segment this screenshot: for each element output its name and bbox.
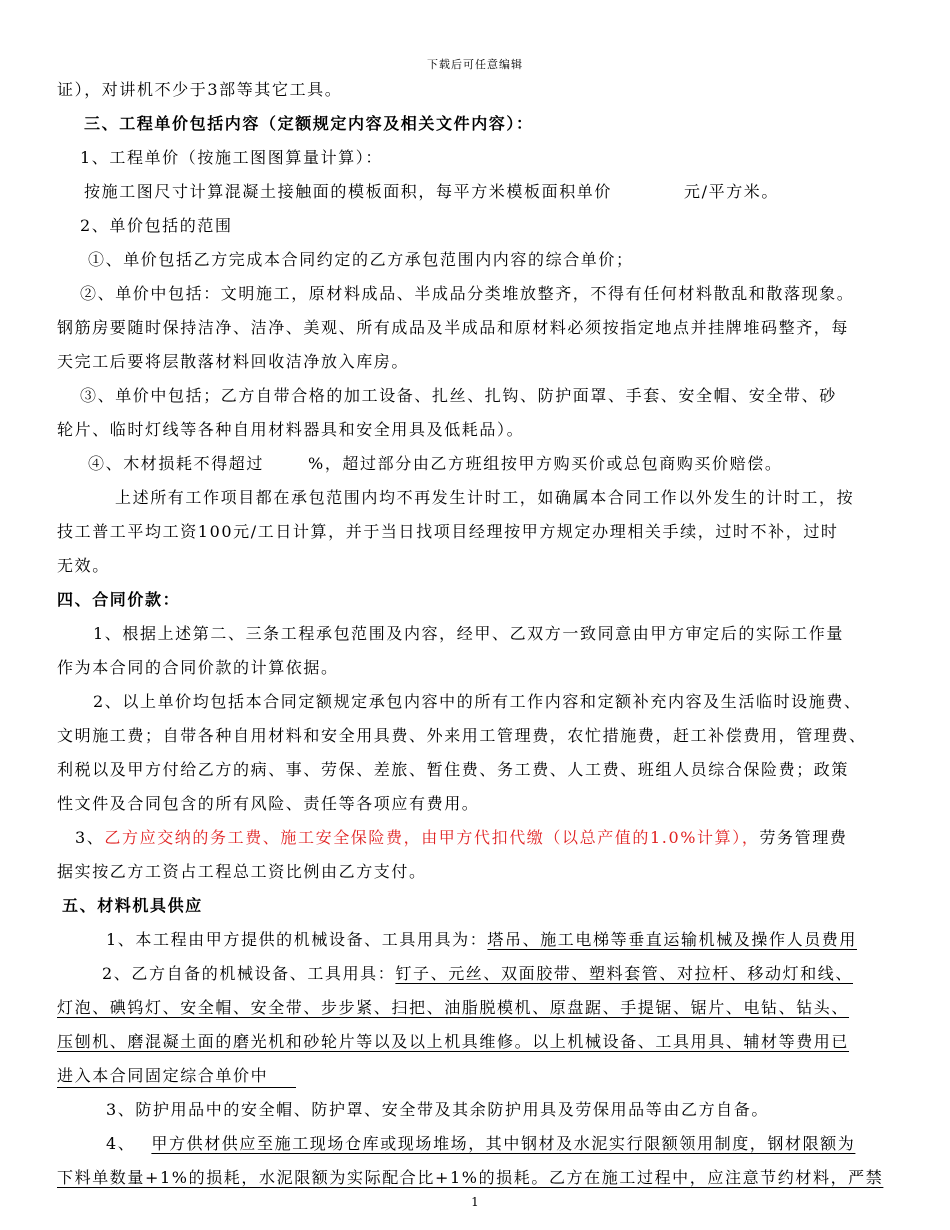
text-line: 1、根据上述第二、三条工程承包范围及内容，经甲、乙双方一致同意由甲方审定后的实际工作量 xyxy=(93,624,844,643)
text-line: 性文件及合同包含的所有风险、责任等各项应有费用。 xyxy=(57,794,480,813)
text-span: 1、本工程由甲方提供的机械设备、工具用具为： xyxy=(106,930,488,949)
underlined-text: 钉子、元丝、双面胶带、塑料套管、对拉杆、移动灯和线、 xyxy=(395,964,853,983)
text-line: 钢筋房要随时保持洁净、洁净、美观、所有成品及半成品和原材料必须按指定地点并挂牌堆码整齐，每 xyxy=(57,318,850,337)
underlined-text: 塔吊、施工电梯等垂直运输机械及操作人员费用 xyxy=(487,930,857,949)
text-span: %，超过部分由乙方班组按甲方购买价或总包商购买价赔偿。 xyxy=(308,454,783,473)
text-line: 2、以上单价均包括本合同定额规定承包内容中的所有工作内容和定额补充内容及生活临时设施费、 xyxy=(93,692,862,711)
text-span: 元/平方米。 xyxy=(684,182,780,201)
text-line: ①、单价包括乙方完成本合同约定的乙方承包范围内内容的综合单价； xyxy=(88,250,634,269)
text-line: 证），对讲机不少于3部等其它工具。 xyxy=(57,80,343,99)
section-heading-3: 三、工程单价包括内容（定额规定内容及相关文件内容）： xyxy=(84,114,534,133)
text-line: 3、防护用品中的安全帽、防护罩、安全带及其余防护用具及劳保用品等由乙方自备。 xyxy=(106,1100,769,1119)
text-line: 2、单价包括的范围 xyxy=(80,216,233,235)
text-span: 劳务管理费 xyxy=(759,828,848,847)
text-line: 1、工程单价（按施工图图算量计算）： xyxy=(80,148,383,167)
text-span: ④、木材损耗不得超过 xyxy=(88,454,265,473)
text-line: 作为本合同的合同价款的计算依据。 xyxy=(57,658,339,677)
text-line xyxy=(84,182,779,202)
text-line: 据实按乙方工资占工程总工资比例由乙方支付。 xyxy=(57,862,427,881)
text-line: ③、单价中包括；乙方自带合格的加工设备、扎丝、扎钩、防护面罩、手套、安全帽、安全带、砂 xyxy=(80,386,837,405)
section-heading-5: 五、材料机具供应 xyxy=(62,896,203,915)
text-line: 上述所有工作项目都在承包范围内均不再发生计时工，如确属本合同工作以外发生的计时工，按 xyxy=(115,488,855,507)
text-span: 4、 xyxy=(106,1134,136,1153)
text-line xyxy=(106,1134,855,1154)
text-line: 轮片、临时灯线等各种自用材料器具和安全用具及低耗品）。 xyxy=(57,420,525,439)
underlined-line: 下料单数量+1%的损耗，水泥限额为实际配合比+1%的损耗。乙方在施工过程中，应注意节约材料，严禁 xyxy=(57,1168,884,1187)
text-line xyxy=(88,454,782,474)
text-line: 技工普工平均工资100元/工日计算，并于当日找项目经理按甲方规定办理相关手续，过时不补，过时 xyxy=(57,522,839,541)
underlined-text: 甲方供材供应至施工现场仓库或现场堆场，其中钢材及水泥实行限额领用制度，钢材限额为 xyxy=(151,1134,856,1153)
text-line: 天完工后要将层散落材料回收洁净放入库房。 xyxy=(57,352,410,371)
text-span: 2、乙方自备的机械设备、工具用具： xyxy=(102,964,396,983)
text-line: ②、单价中包括：文明施工，原材料成品、半成品分类堆放整齐，不得有任何材料散乱和散落现象。 xyxy=(80,284,855,303)
text-span: 3、 xyxy=(75,828,105,847)
text-line: 进入本合同固定综合单价中 xyxy=(57,1066,296,1088)
underlined-line: 压刨机、磨混凝土面的磨光机和砂轮片等以及以上机具维修。以上机械设备、工具用具、辅材等费用已 xyxy=(57,1032,850,1051)
text-line: 无效。 xyxy=(57,556,110,575)
text-line: 文明施工费；自带各种自用材料和安全用具费、外来用工管理费，农忙措施费，赶工补偿费用，管理费、 xyxy=(57,726,867,745)
highlighted-clause: 乙方应交纳的务工费、施工安全保险费，由甲方代扣代缴（以总产值的1.0%计算）， xyxy=(104,828,760,847)
page-header: 下载后可任意编辑 xyxy=(427,58,523,71)
page-number: 1 xyxy=(471,1195,479,1209)
text-line xyxy=(75,828,847,848)
underlined-line: 灯泡、碘钨灯、安全帽、安全带、步步紧、扫把、油脂脱模机、原盘踞、手提锯、锯片、电钻、钻头、 xyxy=(57,998,850,1017)
section-heading-4: 四、合同价款： xyxy=(57,590,181,609)
text-line xyxy=(106,930,857,950)
text-span: 按施工图尺寸计算混凝土接触面的模板面积，每平方米模板面积单价 xyxy=(84,182,613,201)
text-line xyxy=(102,964,853,984)
text-line: 利税以及甲方付给乙方的病、事、劳保、差旅、暂住费、务工费、人工费、班组人员综合保险费；政策 xyxy=(57,760,850,779)
